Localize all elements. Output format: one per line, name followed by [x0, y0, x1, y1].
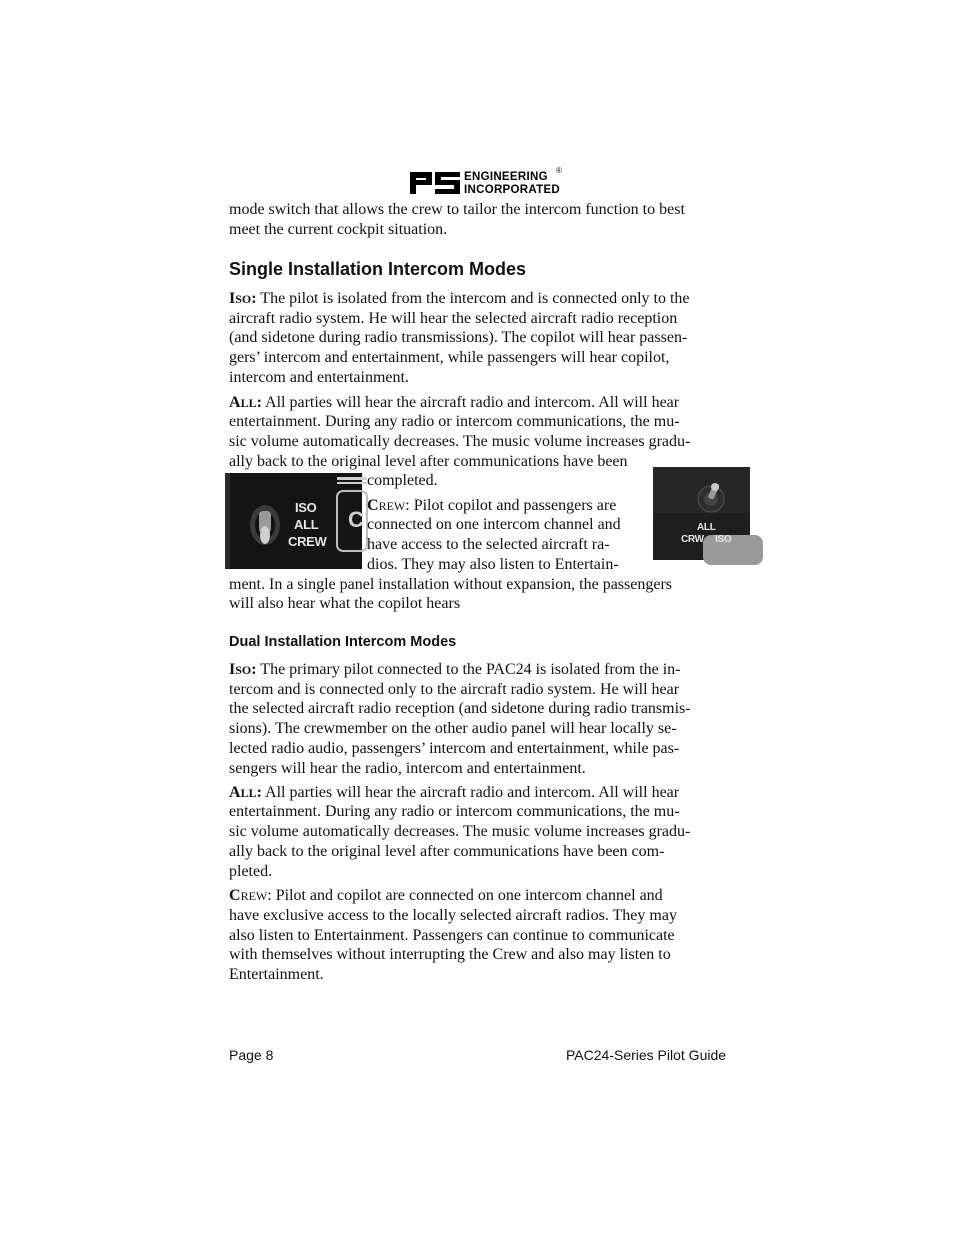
- switch-label-crw: CRW: [681, 534, 704, 545]
- intercom-switch-photo: [225, 473, 362, 569]
- term-cap: I: [229, 661, 236, 678]
- term-suffix: :: [256, 784, 262, 801]
- paragraph-text: All parties will hear the aircraft radio and intercom. All will hear: [261, 784, 680, 801]
- paragraph-text: The pilot is isolated from the intercom and is connected only to the: [256, 290, 690, 307]
- toggle-switch-closeup-icon: [653, 467, 750, 560]
- paragraph-text: Pilot and copilot are connected on one intercom channel and: [271, 887, 663, 904]
- dual-all-line: pleted.: [229, 863, 273, 880]
- single-crew-line: have access to the selected aircraft ra-: [367, 536, 610, 553]
- single-all-line: sic volume automatically decreases. The music volume increases gradu-: [229, 433, 691, 450]
- dual-iso-line: lected radio audio, passengers’ intercom and entertainment, while pas-: [229, 740, 680, 757]
- ps-engineering-logo: [410, 168, 570, 200]
- single-crew-line: will also hear what the copilot hears: [229, 595, 461, 612]
- single-iso-line: gers’ intercom and entertainment, while passengers will hear copilot,: [229, 349, 670, 366]
- term-rest: REW: [240, 889, 268, 903]
- term-suffix: :: [251, 290, 257, 307]
- single-iso-first-line: [229, 290, 690, 308]
- dual-all-first-line: [229, 784, 679, 802]
- single-crew-line: ment. In a single panel installation without expansion, the passengers: [229, 576, 673, 593]
- dual-iso-line: sengers will hear the radio, intercom and entertainment.: [229, 760, 586, 777]
- term-rest: SO: [235, 292, 252, 306]
- term-suffix: :: [251, 661, 257, 678]
- dual-crew-line: Entertainment.: [229, 966, 324, 983]
- single-all-line: ally back to the original level after communications have been: [229, 453, 628, 470]
- term-suffix: :: [267, 887, 272, 904]
- dual-iso-first-line: [229, 661, 681, 679]
- single-iso-line: aircraft radio system. He will hear the selected aircraft radio reception: [229, 310, 678, 327]
- term-suffix: :: [405, 497, 410, 514]
- term-suffix: :: [256, 394, 262, 411]
- term-rest: SO: [235, 663, 252, 677]
- dual-all-line: ally back to the original level after communications have been com-: [229, 843, 665, 860]
- dual-all-line: entertainment. During any radio or intercom communications, the mu-: [229, 803, 680, 820]
- term-rest: LL: [240, 786, 257, 800]
- single-iso-line: (and sidetone during radio transmissions). The copilot will hear passen-: [229, 329, 688, 346]
- intercom-switch-closeup-photo: [653, 467, 750, 560]
- switch-label-crew: CREW: [288, 534, 327, 549]
- single-all-first-line: [229, 394, 679, 412]
- paragraph-text: Pilot copilot and passengers are: [409, 497, 617, 514]
- term-rest: REW: [378, 499, 406, 513]
- dual-crew-line: have exclusive access to the locally selected aircraft radios. They may: [229, 907, 677, 924]
- switch-label-all: ALL: [294, 517, 319, 532]
- dual-installation-heading: Dual Installation Intercom Modes: [229, 634, 457, 650]
- guide-title: PAC24-Series Pilot Guide: [566, 1047, 727, 1063]
- page-number: Page 8: [229, 1047, 274, 1063]
- term-cap: C: [229, 887, 241, 904]
- single-crew-line: connected on one intercom channel and: [367, 516, 621, 533]
- switch-label-partial: C: [348, 507, 364, 532]
- logo-line-engineering: ENGINEERING: [464, 171, 548, 183]
- term-cap: A: [229, 784, 241, 801]
- single-all-line: entertainment. During any radio or intercom communications, the mu-: [229, 413, 680, 430]
- term-cap: A: [229, 394, 241, 411]
- dual-all-line: sic volume automatically decreases. The music volume increases gradu-: [229, 823, 691, 840]
- single-installation-heading: Single Installation Intercom Modes: [229, 259, 527, 279]
- paragraph-text: The primary pilot connected to the PAC24 is isolated from the in-: [256, 661, 681, 678]
- dual-iso-line: sions). The crewmember on the other audio panel will hear locally se-: [229, 720, 677, 737]
- intro-line: mode switch that allows the crew to tailor the intercom function to best: [229, 201, 685, 218]
- registered-mark: ®: [556, 166, 562, 175]
- paragraph-text: All parties will hear the aircraft radio and intercom. All will hear: [261, 394, 680, 411]
- term-cap: I: [229, 290, 236, 307]
- dual-crew-line: also listen to Entertainment. Passengers can continue to communicate: [229, 927, 675, 944]
- dual-crew-line: with themselves without interrupting the Crew and also may listen to: [229, 946, 671, 963]
- dual-iso-line: tercom and is connected only to the aircraft radio system. He will hear: [229, 681, 680, 698]
- dual-crew-first-line: [229, 887, 663, 905]
- single-iso-line: intercom and entertainment.: [229, 369, 409, 386]
- ps-logo-mark-icon: [410, 172, 460, 194]
- single-crew-first-line: [367, 497, 616, 515]
- term-cap: C: [367, 497, 379, 514]
- single-all-line: completed.: [367, 472, 438, 489]
- switch-label-iso: ISO: [295, 500, 317, 515]
- term-rest: LL: [240, 396, 257, 410]
- switch-label-iso: ISO: [715, 534, 732, 545]
- dual-iso-line: the selected aircraft radio reception (and sidetone during radio transmis-: [229, 700, 691, 717]
- logo-line-incorporated: INCORPORATED: [464, 184, 561, 196]
- intro-line: meet the current cockpit situation.: [229, 221, 448, 238]
- switch-label-all: ALL: [697, 522, 716, 533]
- single-crew-line: dios. They may also listen to Entertain-: [367, 556, 619, 573]
